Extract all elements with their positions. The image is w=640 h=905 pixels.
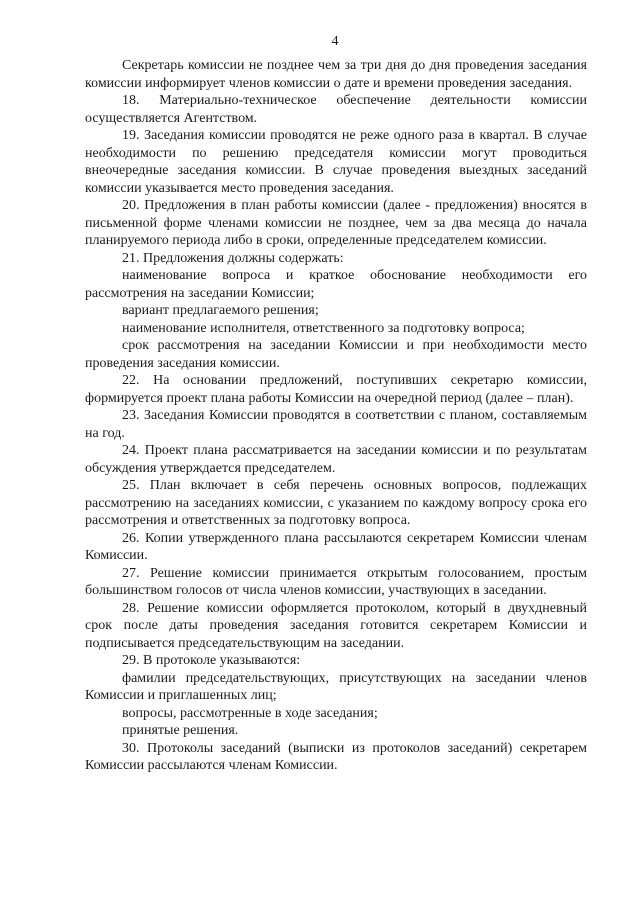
paragraph-secretary-notice: Секретарь комиссии не позднее чем за три дня до дня проведения заседания комиссии информирует членов комиссии о дате и времени проведения заседания. xyxy=(85,58,587,91)
paragraph-24: 24. Проект плана рассматривается на заседании комиссии и по результатам обсуждения утверждается председателем. xyxy=(85,443,587,476)
list-item-question-name: наименование вопроса и краткое обоснование необходимости его рассмотрения на заседании Комиссии; xyxy=(85,268,587,301)
paragraph-25: 25. План включает в себя перечень основных вопросов, подлежащих рассмотрению на заседаниях комиссии, с указанием по каждому вопросу срока его рассмотрения и ответственных за подготовку вопроса. xyxy=(85,478,587,528)
list-item-questions: вопросы, рассмотренные в ходе заседания; xyxy=(122,705,378,721)
document-body xyxy=(85,57,587,775)
paragraph-28: 28. Решение комиссии оформляется протоколом, который в двухдневный срок после даты проведения заседания готовится секретарем Комиссии и подписывается председательствующим на заседании. xyxy=(85,600,587,651)
list-item-executor: наименование исполнителя, ответственного за подготовку вопроса; xyxy=(122,320,525,336)
paragraph-22: 22. На основании предложений, поступивших секретарю комиссии, формируется проект плана работы Комиссии на очередной период (далее – план). xyxy=(85,373,587,406)
paragraph-30: 30. Протоколы заседаний (выписки из протоколов заседаний) секретарем Комиссии рассылаются членам Комиссии. xyxy=(85,740,587,773)
list-item-proposed-decision: вариант предлагаемого решения; xyxy=(122,303,319,318)
paragraph-27: 27. Решение комиссии принимается открытым голосованием, простым большинством голосов от числа членов комиссии, участвующих в заседании. xyxy=(85,565,587,598)
paragraph-26: 26. Копии утвержденного плана рассылаются секретарем Комиссии членам Комиссии. xyxy=(85,530,587,563)
list-item-attendees: фамилии председательствующих, присутствующих на заседании членов Комиссии и приглашенных лиц; xyxy=(85,670,587,703)
paragraph-19: 19. Заседания комиссии проводятся не реже одного раза в квартал. В случае необходимости по решению председателя комиссии могут проводиться внеочередные заседания комиссии. В случае проведения выездных заседаний комиссии указывается место проведения заседания. xyxy=(85,128,587,196)
paragraph-29: 29. В протоколе указываются: xyxy=(122,653,301,668)
paragraph-18: 18. Материально-техническое обеспечение деятельности комиссии осуществляется Агентством. xyxy=(85,93,587,126)
paragraph-23: 23. Заседания Комиссии проводятся в соответствии с планом, составляемым на год. xyxy=(85,408,587,441)
list-item-review-date: срок рассмотрения на заседании Комиссии и при необходимости место проведения заседания комиссии. xyxy=(85,338,587,371)
paragraph-21: 21. Предложения должны содержать: xyxy=(122,250,344,266)
page-number: 4 xyxy=(331,34,339,49)
paragraph-20: 20. Предложения в план работы комиссии (далее - предложения) вносятся в письменной форме членами комиссии не позднее, чем за два месяца до начала планируемого периода либо в сроки, определенные председателем комиссии. xyxy=(85,198,587,248)
list-item-decisions: принятые решения. xyxy=(122,723,239,738)
